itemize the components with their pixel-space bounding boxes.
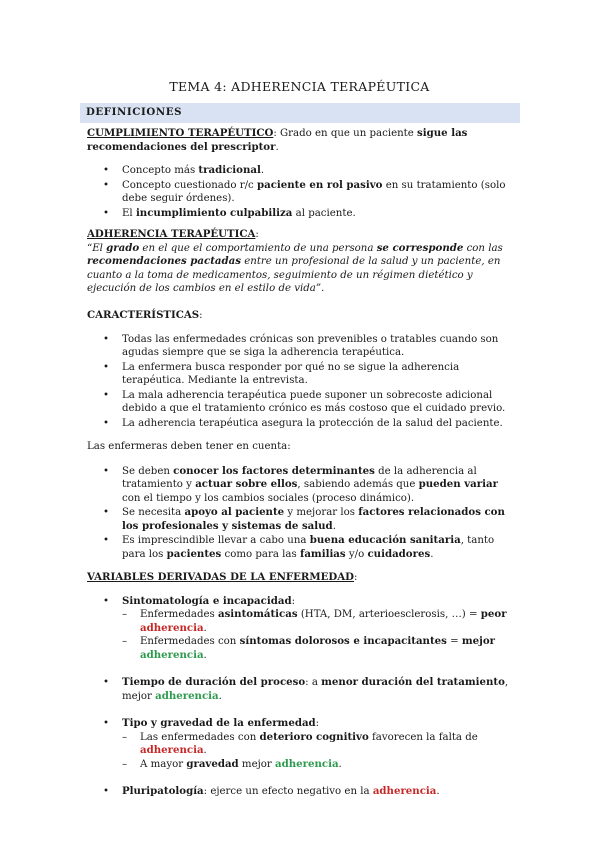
variables-heading-line: VARIABLES DERIVADAS DE LA ENFERMEDAD:: [87, 571, 358, 583]
list-item: • Se necesita apoyo al paciente y mejorar los factores relacionados con los profesionales y sistemas de salud.: [103, 506, 505, 532]
variables-list-3: [87, 717, 515, 731]
sintomatologia-sublist: [87, 608, 515, 662]
cumplimiento-heading: CUMPLIMIENTO TERAPÉUTICO: [87, 127, 274, 139]
caracteristicas-list: [87, 333, 515, 431]
dash-icon: –: [122, 758, 128, 770]
bullet-icon: •: [103, 507, 110, 518]
caracteristicas-heading-line: CARACTERÍSTICAS:: [87, 309, 203, 321]
bullet-icon: •: [103, 677, 110, 688]
variables-list: [87, 595, 515, 609]
list-item: • Se deben conocer los factores determinantes de la adherencia al tratamiento y actuar sobre ellos, sabiendo además que pueden variar con el tiempo y los cambios sociales (proceso dinámico).: [103, 464, 498, 504]
variable-item-tiempo: • Tiempo de duración del proceso: a menor duración del tratamiento, mejor adherencia.: [103, 676, 509, 702]
document-title: TEMA 4: ADHERENCIA TERAPÉUTICA: [169, 79, 430, 94]
variable-item-pluripatologia: • Pluripatología: ejerce un efecto negativo en la adherencia.: [103, 785, 440, 797]
adherencia-heading: ADHERENCIA TERAPÉUTICA: [87, 228, 256, 240]
list-item: • Todas las enfermedades crónicas son prevenibles o tratables cuando son agudas siempre que se siga la adherencia terapéutica.: [103, 333, 499, 358]
sub-list-item: – A mayor gravedad mejor adherencia.: [122, 757, 342, 770]
variables-heading: VARIABLES DERIVADAS DE LA ENFERMEDAD: [87, 571, 355, 583]
list-item: • La adherencia terapéutica asegura la protección de la salud del paciente.: [103, 417, 503, 429]
caracteristicas-heading: CARACTERÍSTICAS: [87, 309, 200, 321]
bullet-icon: •: [103, 333, 110, 345]
list-item: • La enfermera busca responder por qué no se sigue la adherencia terapéutica. Mediante la entrevista.: [103, 361, 460, 386]
enfermeras-section: [87, 440, 515, 561]
enfermeras-intro: Las enfermeras deben tener en cuenta:: [87, 441, 291, 452]
dash-icon: –: [122, 636, 128, 647]
cumplimiento-list: [87, 164, 515, 220]
variables-list-4: [87, 785, 515, 799]
dash-icon: –: [122, 731, 128, 743]
adherencia-section: [87, 228, 515, 296]
bullet-icon: •: [103, 718, 110, 729]
variable-item-sintomatologia: • Sintomatología e incapacidad:: [103, 594, 296, 607]
caracteristicas-section: [87, 309, 515, 430]
bullet-icon: •: [103, 535, 110, 546]
cumplimiento-definition: CUMPLIMIENTO TERAPÉUTICO: Grado en que un paciente sigue las recomendaciones del prescriptor.: [87, 127, 468, 153]
bullet-icon: •: [103, 595, 110, 607]
variables-section: [87, 571, 515, 799]
list-item: • Es imprescindible llevar a cabo una buena educación sanitaria, tanto para los pacientes como para las familias y/o cuidadores.: [103, 534, 495, 560]
tipo-gravedad-sublist: [87, 731, 515, 772]
definitions-header: DEFINICIONES: [86, 106, 183, 118]
bullet-icon: •: [103, 179, 110, 191]
definitions-header-bar: [80, 103, 520, 123]
bullet-icon: •: [103, 361, 110, 373]
list-item: • La mala adherencia terapéutica puede suponer un sobrecoste adicional debido a que el tratamiento crónico es más costoso que el cuidado previo.: [103, 389, 506, 414]
bullet-icon: •: [103, 165, 110, 176]
list-item: • Concepto cuestionado r/c paciente en rol pasivo en su tratamiento (solo debe seguir órdenes).: [103, 178, 506, 204]
sub-list-item: – Enfermedades asintomáticas (HTA, DM, arterioesclerosis, …) = peor adherencia.: [122, 608, 507, 634]
adherencia-definition-quote: “El grado en el que el comportamiento de una persona se corresponde con las recomendaciones pactadas entre un profesional de la salud y un paciente, en cuanto a la toma de medicamentos, seguimiento de un régimen dietético y ejecución de los cambios en el estilo de vida”.: [87, 241, 503, 294]
adherencia-heading-line: ADHERENCIA TERAPÉUTICA:: [87, 228, 259, 240]
list-item: • Concepto más tradicional.: [103, 164, 265, 176]
bullet-icon: •: [103, 417, 110, 429]
bullet-icon: •: [103, 207, 110, 219]
variable-item-tipo-gravedad: • Tipo y gravedad de la enfermedad:: [103, 717, 320, 729]
bullet-icon: •: [103, 389, 110, 401]
sub-list-item: – Las enfermedades con deterioro cognitivo favorecen la falta de adherencia.: [122, 730, 478, 756]
sub-list-item: – Enfermedades con síntomas dolorosos e incapacitantes = mejor adherencia.: [122, 635, 496, 661]
enfermeras-list: [87, 465, 515, 562]
bullet-icon: •: [103, 786, 110, 797]
list-item: • El incumplimiento culpabiliza al paciente.: [103, 206, 356, 219]
variables-list-2: [87, 676, 515, 703]
dash-icon: –: [122, 609, 128, 620]
bullet-icon: •: [103, 465, 110, 477]
cumplimiento-section: [87, 127, 515, 220]
